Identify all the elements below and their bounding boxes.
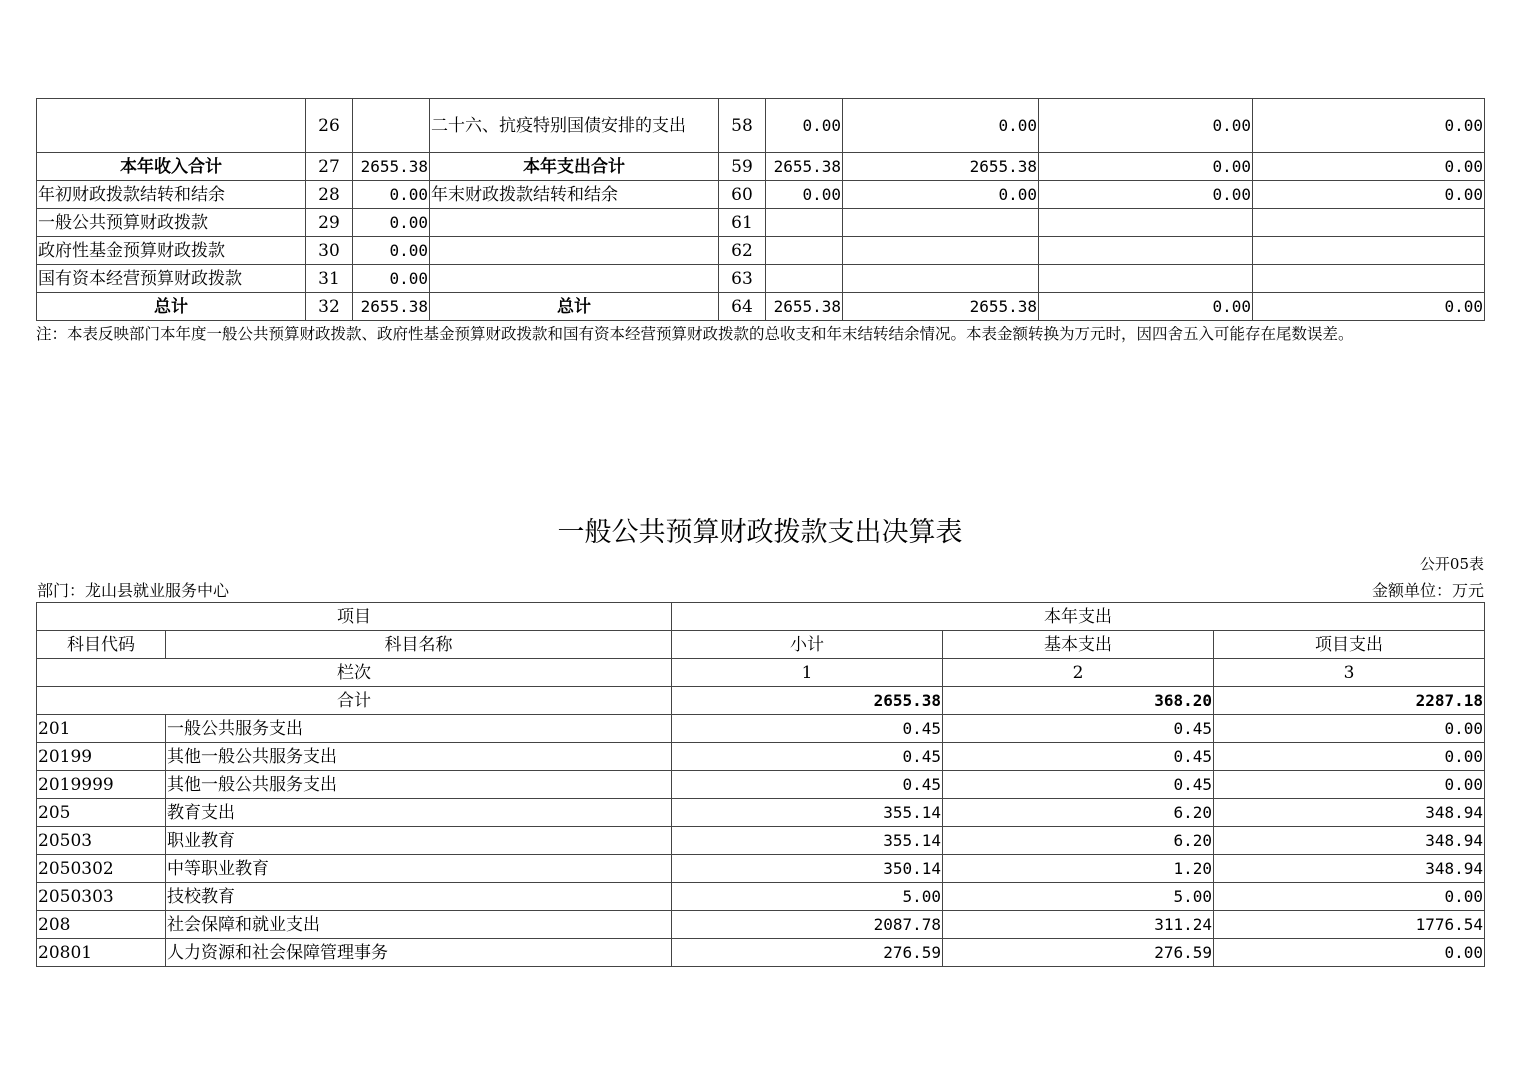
value-col2: 2655.38 — [843, 293, 1039, 321]
subject-code: 20503 — [37, 827, 166, 855]
summary-row — [37, 99, 1485, 153]
basic-expense: 1.20 — [943, 855, 1214, 883]
table-row — [37, 855, 1485, 883]
subject-code: 2019999 — [37, 771, 166, 799]
subtotal: 350.14 — [672, 855, 943, 883]
header-col3: 3 — [1214, 659, 1485, 687]
left-label — [37, 99, 306, 153]
right-label: 总计 — [430, 293, 719, 321]
left-amount: 2655.38 — [353, 293, 430, 321]
header-basic: 基本支出 — [943, 631, 1214, 659]
summary-table — [36, 98, 1485, 321]
left-label: 年初财政拨款结转和结余 — [37, 181, 306, 209]
subject-name: 其他一般公共服务支出 — [166, 771, 672, 799]
project-expense: 0.00 — [1214, 743, 1485, 771]
right-label — [430, 265, 719, 293]
header-column-no: 栏次 — [37, 659, 672, 687]
left-line-no: 27 — [306, 153, 353, 181]
subject-name: 人力资源和社会保障管理事务 — [166, 939, 672, 967]
left-amount: 0.00 — [353, 265, 430, 293]
basic-expense: 6.20 — [943, 799, 1214, 827]
subtotal: 0.45 — [672, 715, 943, 743]
header-row-1 — [37, 603, 1485, 631]
left-line-no: 28 — [306, 181, 353, 209]
header-row-3 — [37, 659, 1485, 687]
value-col2: 2655.38 — [843, 153, 1039, 181]
value-col3 — [1039, 237, 1253, 265]
header-subtotal: 小计 — [672, 631, 943, 659]
basic-expense: 0.45 — [943, 743, 1214, 771]
right-label — [430, 209, 719, 237]
value-col1 — [766, 265, 843, 293]
total-row — [37, 687, 1485, 715]
value-col3 — [1039, 265, 1253, 293]
value-col3: 0.00 — [1039, 293, 1253, 321]
right-label — [430, 237, 719, 265]
department-label: 部门：龙山县就业服务中心 — [37, 581, 230, 600]
value-col3 — [1039, 209, 1253, 237]
project-expense: 348.94 — [1214, 827, 1485, 855]
left-amount: 0.00 — [353, 181, 430, 209]
subject-code: 2050303 — [37, 883, 166, 911]
subject-code: 201 — [37, 715, 166, 743]
basic-expense: 0.45 — [943, 715, 1214, 743]
right-line-no: 58 — [719, 99, 766, 153]
header-current-year: 本年支出 — [672, 603, 1485, 631]
basic-expense: 0.45 — [943, 771, 1214, 799]
header-col2: 2 — [943, 659, 1214, 687]
expense-table — [36, 602, 1485, 967]
total-label: 合计 — [37, 687, 672, 715]
project-expense: 0.00 — [1214, 771, 1485, 799]
value-col3: 0.00 — [1039, 99, 1253, 153]
right-line-no: 62 — [719, 237, 766, 265]
page-title: 一般公共预算财政拨款支出决算表 — [557, 517, 963, 548]
right-line-no: 60 — [719, 181, 766, 209]
header-row-2 — [37, 631, 1485, 659]
form-code: 公开05表 — [1419, 555, 1484, 573]
subject-name: 其他一般公共服务支出 — [166, 743, 672, 771]
value-col1: 2655.38 — [766, 153, 843, 181]
left-label: 总计 — [37, 293, 306, 321]
left-line-no: 29 — [306, 209, 353, 237]
value-col3: 0.00 — [1039, 181, 1253, 209]
header-project: 项目支出 — [1214, 631, 1485, 659]
right-line-no: 64 — [719, 293, 766, 321]
project-expense: 0.00 — [1214, 715, 1485, 743]
right-line-no: 63 — [719, 265, 766, 293]
table-row — [37, 911, 1485, 939]
unit-label: 金额单位：万元 — [1371, 581, 1484, 600]
left-line-no: 30 — [306, 237, 353, 265]
project-expense: 0.00 — [1214, 939, 1485, 967]
left-label: 国有资本经营预算财政拨款 — [37, 265, 306, 293]
value-col1: 0.00 — [766, 181, 843, 209]
value-col2: 0.00 — [843, 99, 1039, 153]
subject-code: 208 — [37, 911, 166, 939]
total-basic: 368.20 — [943, 687, 1214, 715]
right-line-no: 59 — [719, 153, 766, 181]
summary-row — [37, 265, 1485, 293]
value-col2 — [843, 209, 1039, 237]
total-project: 2287.18 — [1214, 687, 1485, 715]
value-col4: 0.00 — [1253, 153, 1485, 181]
value-col4: 0.00 — [1253, 181, 1485, 209]
basic-expense: 276.59 — [943, 939, 1214, 967]
right-label: 年末财政拨款结转和结余 — [430, 181, 719, 209]
header-col1: 1 — [672, 659, 943, 687]
total-subtotal: 2655.38 — [672, 687, 943, 715]
value-col2 — [843, 237, 1039, 265]
subtotal: 355.14 — [672, 827, 943, 855]
table-row — [37, 743, 1485, 771]
left-label: 本年收入合计 — [37, 153, 306, 181]
table-note: 注：本表反映部门本年度一般公共预算财政拨款、政府性基金预算财政拨款和国有资本经营预算财政拨款的总收支和年末结转结余情况。本表金额转换为万元时，因四舍五入可能存在尾数误差。 — [36, 325, 1354, 343]
subject-name: 教育支出 — [166, 799, 672, 827]
left-label: 一般公共预算财政拨款 — [37, 209, 306, 237]
value-col4: 0.00 — [1253, 99, 1485, 153]
right-line-no: 61 — [719, 209, 766, 237]
value-col1 — [766, 209, 843, 237]
project-expense: 1776.54 — [1214, 911, 1485, 939]
header-subject-code: 科目代码 — [37, 631, 166, 659]
value-col2: 0.00 — [843, 181, 1039, 209]
subject-code: 2050302 — [37, 855, 166, 883]
subject-code: 20199 — [37, 743, 166, 771]
basic-expense: 6.20 — [943, 827, 1214, 855]
table-row — [37, 883, 1485, 911]
right-label: 二十六、抗疫特别国债安排的支出 — [430, 99, 719, 153]
summary-row — [37, 293, 1485, 321]
value-col4 — [1253, 265, 1485, 293]
subject-name: 社会保障和就业支出 — [166, 911, 672, 939]
table-row — [37, 771, 1485, 799]
header-subject-name: 科目名称 — [166, 631, 672, 659]
basic-expense: 5.00 — [943, 883, 1214, 911]
subtotal: 355.14 — [672, 799, 943, 827]
table-row — [37, 939, 1485, 967]
subtotal: 5.00 — [672, 883, 943, 911]
subject-code: 20801 — [37, 939, 166, 967]
summary-row — [37, 237, 1485, 265]
left-amount: 0.00 — [353, 237, 430, 265]
left-line-no: 31 — [306, 265, 353, 293]
subject-name: 技校教育 — [166, 883, 672, 911]
project-expense: 348.94 — [1214, 799, 1485, 827]
value-col4 — [1253, 237, 1485, 265]
subtotal: 2087.78 — [672, 911, 943, 939]
value-col1 — [766, 237, 843, 265]
value-col3: 0.00 — [1039, 153, 1253, 181]
left-amount — [353, 99, 430, 153]
summary-row — [37, 153, 1485, 181]
subtotal: 0.45 — [672, 771, 943, 799]
subtotal: 276.59 — [672, 939, 943, 967]
value-col1: 2655.38 — [766, 293, 843, 321]
subtotal: 0.45 — [672, 743, 943, 771]
table-row — [37, 827, 1485, 855]
table-row — [37, 799, 1485, 827]
project-expense: 348.94 — [1214, 855, 1485, 883]
left-line-no: 32 — [306, 293, 353, 321]
right-label: 本年支出合计 — [430, 153, 719, 181]
value-col4: 0.00 — [1253, 293, 1485, 321]
subject-name: 中等职业教育 — [166, 855, 672, 883]
subject-name: 一般公共服务支出 — [166, 715, 672, 743]
left-label: 政府性基金预算财政拨款 — [37, 237, 306, 265]
value-col4 — [1253, 209, 1485, 237]
project-expense: 0.00 — [1214, 883, 1485, 911]
table-row — [37, 715, 1485, 743]
subject-name: 职业教育 — [166, 827, 672, 855]
summary-row — [37, 209, 1485, 237]
header-item: 项目 — [37, 603, 672, 631]
value-col2 — [843, 265, 1039, 293]
subject-code: 205 — [37, 799, 166, 827]
basic-expense: 311.24 — [943, 911, 1214, 939]
left-amount: 0.00 — [353, 209, 430, 237]
left-line-no: 26 — [306, 99, 353, 153]
summary-row — [37, 181, 1485, 209]
left-amount: 2655.38 — [353, 153, 430, 181]
value-col1: 0.00 — [766, 99, 843, 153]
